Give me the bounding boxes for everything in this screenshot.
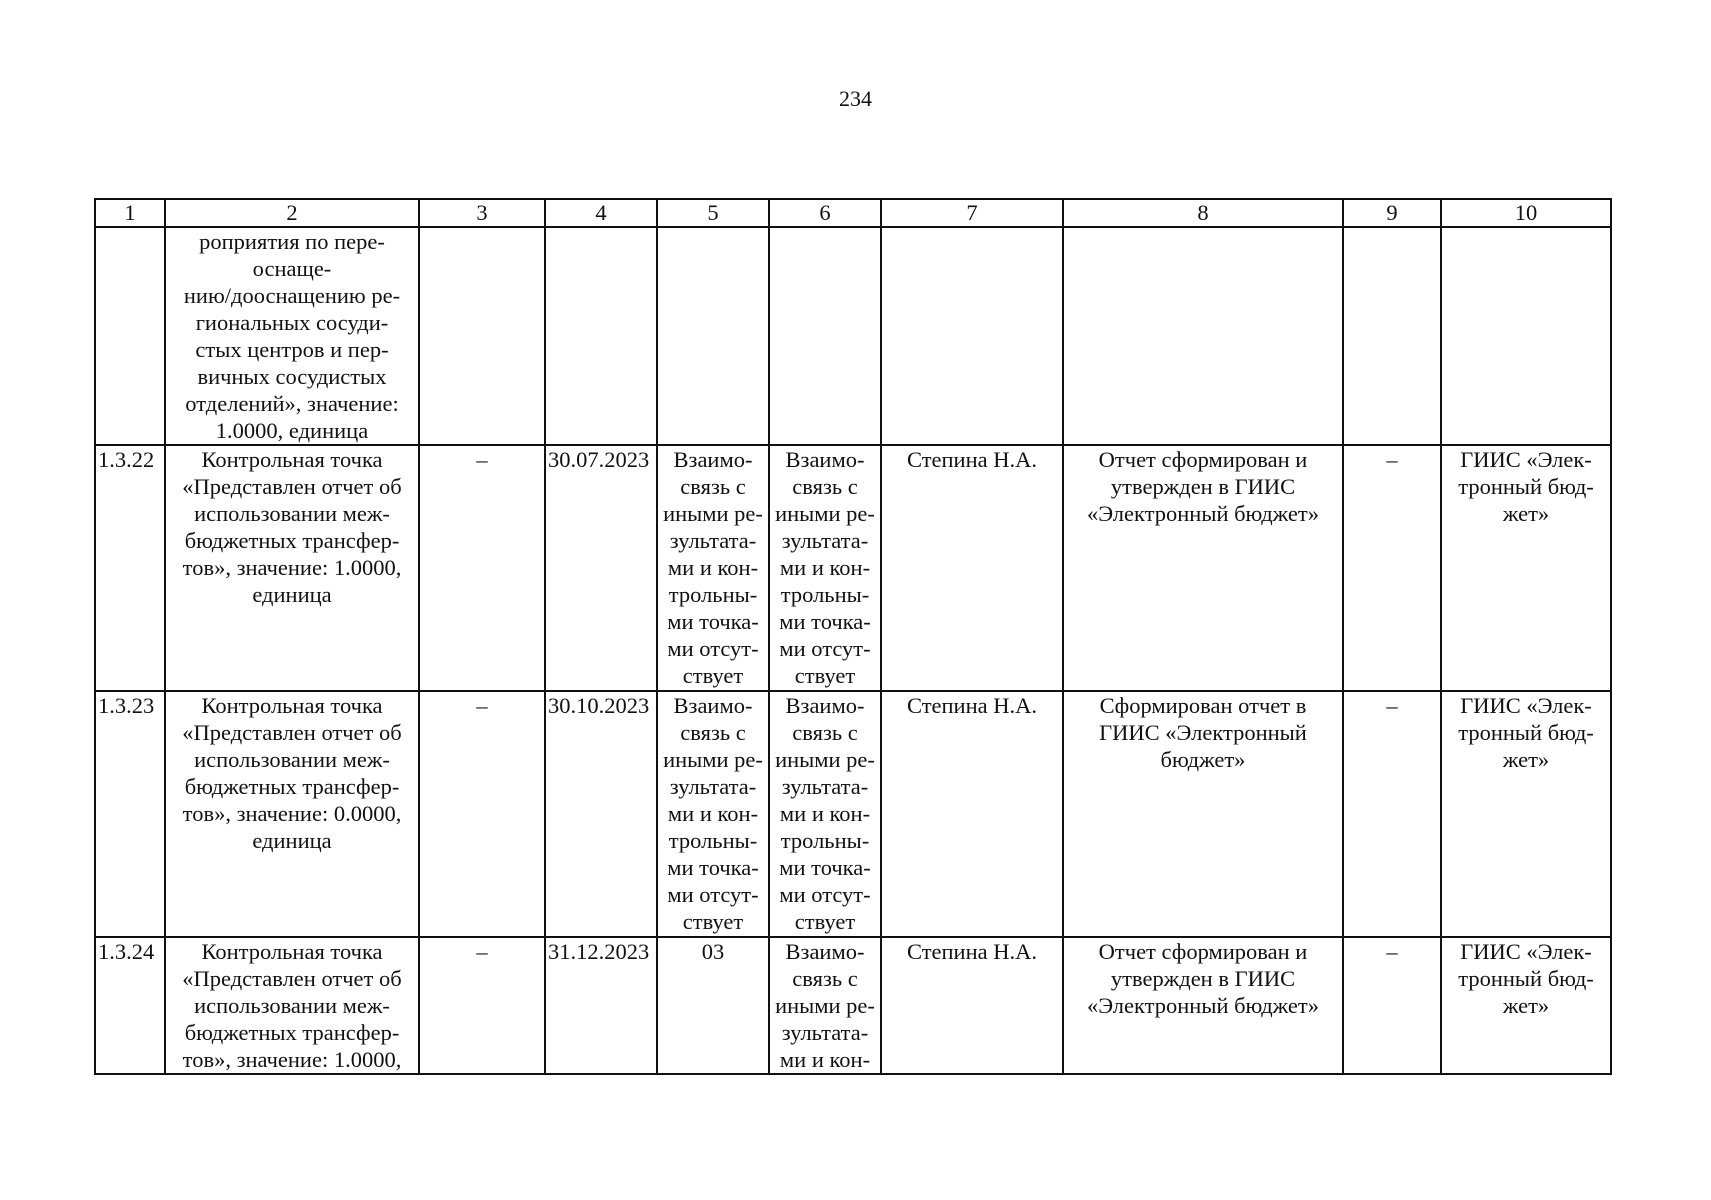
column-header: 1 [95,199,165,227]
table-row [95,227,1611,445]
row-description: Контрольная точка «Представлен отчет об использовании меж- бюджетных трансфер- тов», значение: 1.0000, единица [165,445,419,691]
column-header: 10 [1441,199,1611,227]
row-col3: – [419,691,545,937]
table-row [95,691,1611,937]
table-row [95,937,1611,1074]
row-description: Контрольная точка «Представлен отчет об использовании меж- бюджетных трансфер- тов», значение: 0.0000, единица [165,691,419,937]
row-col6 [769,227,881,445]
row-col9: – [1343,691,1441,937]
row-col6: Взаимо- связь с иными ре- зультата- ми и кон- трольны- ми точка- ми отсут- ствует [769,691,881,937]
row-report: Отчет сформирован и утвержден в ГИИС «Электронный бюджет» [1063,937,1343,1074]
row-responsible: Степина Н.А. [881,445,1063,691]
row-date [545,227,657,445]
row-col3: – [419,937,545,1074]
row-number: 1.3.22 [95,445,165,691]
table-row [95,445,1611,691]
row-number [95,227,165,445]
column-header: 4 [545,199,657,227]
column-header: 2 [165,199,419,227]
row-description: Контрольная точка «Представлен отчет об использовании меж- бюджетных трансфер- тов», значение: 1.0000, [165,937,419,1074]
row-col5 [657,227,769,445]
row-col5: Взаимо- связь с иными ре- зультата- ми и кон- трольны- ми точка- ми отсут- ствует [657,691,769,937]
column-header: 3 [419,199,545,227]
row-system: ГИИС «Элек- тронный бюд- жет» [1441,691,1611,937]
row-col9: – [1343,445,1441,691]
row-date: 31.12.2023 [545,937,657,1074]
row-col6: Взаимо- связь с иными ре- зультата- ми и кон- трольны- ми точка- ми отсут- ствует [769,445,881,691]
control-points-table [94,198,1612,1075]
row-system: ГИИС «Элек- тронный бюд- жет» [1441,937,1611,1074]
row-date: 30.10.2023 [545,691,657,937]
column-header: 5 [657,199,769,227]
row-col5: Взаимо- связь с иными ре- зультата- ми и кон- трольны- ми точка- ми отсут- ствует [657,445,769,691]
row-date: 30.07.2023 [545,445,657,691]
column-header: 6 [769,199,881,227]
row-col3: – [419,445,545,691]
row-description: роприятия по пере- оснаще- нию/дооснащению ре- гиональных сосуди- стых центров и пер- вичных сосудистых отделений», значение: 1.0000, единица [165,227,419,445]
column-header: 9 [1343,199,1441,227]
row-responsible: Степина Н.А. [881,937,1063,1074]
row-col9 [1343,227,1441,445]
row-responsible [881,227,1063,445]
page-number: 234 [839,86,872,111]
row-system [1441,227,1611,445]
row-col3 [419,227,545,445]
row-report: Отчет сформирован и утвержден в ГИИС «Электронный бюджет» [1063,445,1343,691]
row-report: Сформирован отчет в ГИИС «Электронный бюджет» [1063,691,1343,937]
row-number: 1.3.24 [95,937,165,1074]
row-col6: Взаимо- связь с иными ре- зультата- ми и кон- [769,937,881,1074]
table-header-row [95,199,1611,227]
row-col5: 03 [657,937,769,1074]
row-responsible: Степина Н.А. [881,691,1063,937]
column-header: 8 [1063,199,1343,227]
column-header: 7 [881,199,1063,227]
row-col9: – [1343,937,1441,1074]
row-system: ГИИС «Элек- тронный бюд- жет» [1441,445,1611,691]
row-report [1063,227,1343,445]
row-number: 1.3.23 [95,691,165,937]
